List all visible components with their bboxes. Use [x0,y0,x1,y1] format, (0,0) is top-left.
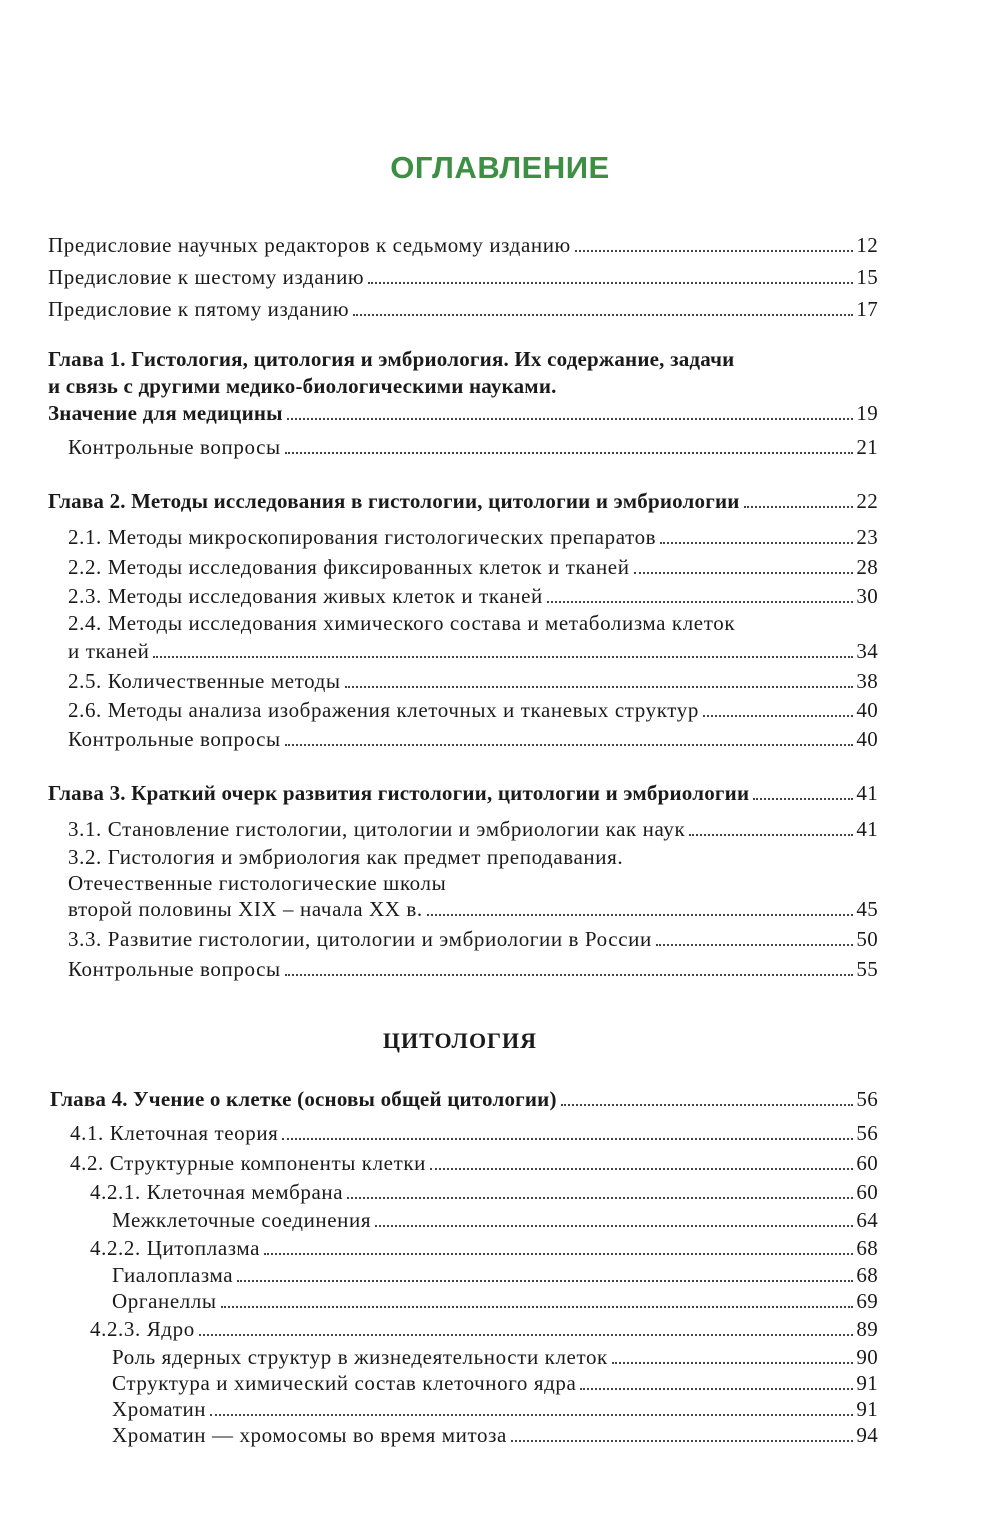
toc-entry-organelles[interactable] [112,1284,878,1314]
toc-page-number: 17 [856,297,878,321]
toc-entry-text: 3.1. Становление гистологии, цитологии и эмбриологии как наук [68,817,686,841]
toc-entry-text: 2.2. Методы исследования фиксированных клеток и тканей [68,555,630,579]
toc-entry-text: 4.2.3. Ядро [90,1317,195,1341]
toc-entry-text: Глава 4. Учение о клетке (основы общей цитологии) [50,1087,557,1111]
toc-entry-text: Контрольные вопросы [68,957,281,981]
toc-entry-text: Значение для медицины [48,401,283,425]
toc-entry-text: 4.2.2. Цитоплазма [90,1236,261,1260]
toc-entry-text: 3.3. Развитие гистологии, цитологии и эмбриологии в России [68,927,652,951]
toc-entry-text: Хроматин [112,1397,207,1421]
toc-page-number: 15 [856,265,878,289]
toc-entry-3-2[interactable] [68,892,878,922]
toc-entry-2-2[interactable] [68,550,878,580]
leader-dots [547,601,853,603]
leader-dots [221,1306,853,1308]
toc-entry-text: второй половины XIX – начала XX в. [68,897,423,921]
toc-page-number: 23 [856,525,878,549]
toc-entry-ch2-questions[interactable] [68,722,878,752]
leader-dots [345,686,853,688]
leader-dots [285,744,853,746]
toc-page-number: 90 [856,1345,878,1369]
leader-dots [285,452,853,454]
toc-entry-text: 2.5. Количественные методы [68,669,341,693]
toc-entry-2-6[interactable] [68,693,878,723]
toc-entry-preface-7[interactable] [48,228,878,258]
toc-entry-ch3-questions[interactable] [68,952,878,982]
toc-entry-text: Хроматин — хромосомы во время митоза [112,1423,507,1447]
toc-entry-4-2[interactable] [70,1146,878,1176]
toc-page-number: 94 [856,1423,878,1447]
leader-dots [660,542,853,544]
leader-dots [689,834,853,836]
toc-entry-text: Глава 3. Краткий очерк развития гистологии, цитологии и эмбриологии [48,781,750,805]
leader-dots [430,1168,853,1170]
leader-dots [580,1388,853,1390]
toc-page-number: 12 [856,233,878,257]
toc-entry-text: Межклеточные соединения [112,1208,372,1232]
leader-dots [347,1197,853,1199]
leader-dots [210,1414,853,1416]
toc-entry-3-3[interactable] [68,922,878,952]
toc-entry-chapter1[interactable] [48,396,878,426]
toc-page-number: 19 [856,401,878,425]
toc-entry-text: Гиалоплазма [112,1263,234,1287]
chapter1-title-line2[interactable]: и связь с другими медико-биологическими науками. [48,374,557,398]
toc-page-number: 91 [856,1397,878,1421]
toc-page-number: 41 [856,817,878,841]
toc-entry-text: 2.6. Методы анализа изображения клеточных и тканевых структур [68,698,699,722]
toc-entry-preface-5[interactable] [48,292,878,322]
toc-page-number: 28 [856,555,878,579]
toc-page-number: 30 [856,584,878,608]
toc-entry-chromatin-mitosis[interactable] [112,1418,878,1448]
toc-entry-text: 2.1. Методы микроскопирования гистологических препаратов [68,525,657,549]
toc-page-number: 40 [856,698,878,722]
toc-page-number: 50 [856,927,878,951]
leader-dots [287,418,853,420]
leader-dots [753,798,853,800]
leader-dots [744,506,853,508]
toc-page-number: 55 [856,957,878,981]
leader-dots [511,1440,853,1442]
toc-entry-2-4[interactable] [68,634,878,664]
leader-dots [375,1225,853,1227]
toc-page-number: 45 [856,897,878,921]
toc-entry-text: Глава 2. Методы исследования в гистологии, цитологии и эмбриологии [48,489,740,513]
toc-entry-3-2-line1[interactable]: 3.2. Гистология и эмбриология как предмет преподавания. [68,845,624,869]
leader-dots [199,1334,853,1336]
leader-dots [703,715,853,717]
leader-dots [612,1362,853,1364]
toc-page-number: 34 [856,639,878,663]
chapter1-title-line1[interactable]: Глава 1. Гистология, цитология и эмбриология. Их содержание, задачи [48,347,735,371]
toc-entry-text: Контрольные вопросы [68,435,281,459]
toc-entry-4-2-2[interactable] [90,1231,878,1261]
leader-dots [353,314,853,316]
toc-page-number: 21 [856,435,878,459]
toc-entry-4-2-1[interactable] [90,1175,878,1205]
toc-entry-2-5[interactable] [68,664,878,694]
toc-entry-ch1-questions[interactable] [68,430,878,460]
toc-page-number: 91 [856,1371,878,1395]
toc-page-number: 60 [856,1151,878,1175]
toc-entry-4-1[interactable] [70,1116,878,1146]
toc-entry-text: 4.2.1. Клеточная мембрана [90,1180,344,1204]
leader-dots [368,282,853,284]
leader-dots [153,656,853,658]
toc-entry-4-2-3[interactable] [90,1312,878,1342]
page-title: ОГЛАВЛЕНИЕ [390,150,610,185]
toc-entry-text: Структура и химический состав клеточного ядра [112,1371,577,1395]
leader-dots [285,974,853,976]
toc-page-number: 68 [856,1263,878,1287]
toc-entry-2-3[interactable] [68,579,878,609]
toc-page-number: 40 [856,727,878,751]
leader-dots [634,572,853,574]
toc-entry-chapter2[interactable] [48,484,878,514]
toc-entry-2-1[interactable] [68,520,878,550]
toc-page-number: 22 [856,489,878,513]
toc-page-number: 89 [856,1317,878,1341]
toc-entry-text: и тканей [68,639,150,663]
leader-dots [427,914,853,916]
toc-entry-preface-6[interactable] [48,260,878,290]
toc-entry-text: Предисловие к шестому изданию [48,265,365,289]
toc-page-number: 60 [856,1180,878,1204]
toc-entry-text: Предисловие к пятому изданию [48,297,350,321]
toc-entry-text: 4.1. Клеточная теория [70,1121,279,1145]
toc-entry-text: Предисловие научных редакторов к седьмому изданию [48,233,571,257]
toc-entry-text: 2.3. Методы исследования живых клеток и тканей [68,584,543,608]
toc-page-number: 56 [856,1087,878,1111]
toc-page-number: 38 [856,669,878,693]
toc-page-number: 64 [856,1208,878,1232]
leader-dots [282,1138,853,1140]
toc-entry-chapter4[interactable] [50,1082,878,1112]
toc-entry-text: Органеллы [112,1289,217,1313]
toc-entry-text: Роль ядерных структур в жизнедеятельности клеток [112,1345,608,1369]
toc-entry-intercellular[interactable] [112,1203,878,1233]
toc-entry-chapter3[interactable] [48,776,878,806]
toc-entry-3-2-line2[interactable]: Отечественные гистологические школы [68,871,447,895]
toc-entry-3-1[interactable] [68,812,878,842]
toc-entry-2-4-line1[interactable]: 2.4. Методы исследования химического состава и метаболизма клеток [68,611,736,635]
leader-dots [656,944,853,946]
toc-page-number: 56 [856,1121,878,1145]
toc-page-number: 69 [856,1289,878,1313]
leader-dots [237,1280,853,1282]
section-title: ЦИТОЛОГИЯ [382,1028,538,1053]
leader-dots [575,250,853,252]
toc-page-number: 68 [856,1236,878,1260]
toc-page-number: 41 [856,781,878,805]
toc-entry-text: Контрольные вопросы [68,727,281,751]
leader-dots [561,1104,853,1106]
toc-entry-text: 4.2. Структурные компоненты клетки [70,1151,426,1175]
leader-dots [264,1253,853,1255]
